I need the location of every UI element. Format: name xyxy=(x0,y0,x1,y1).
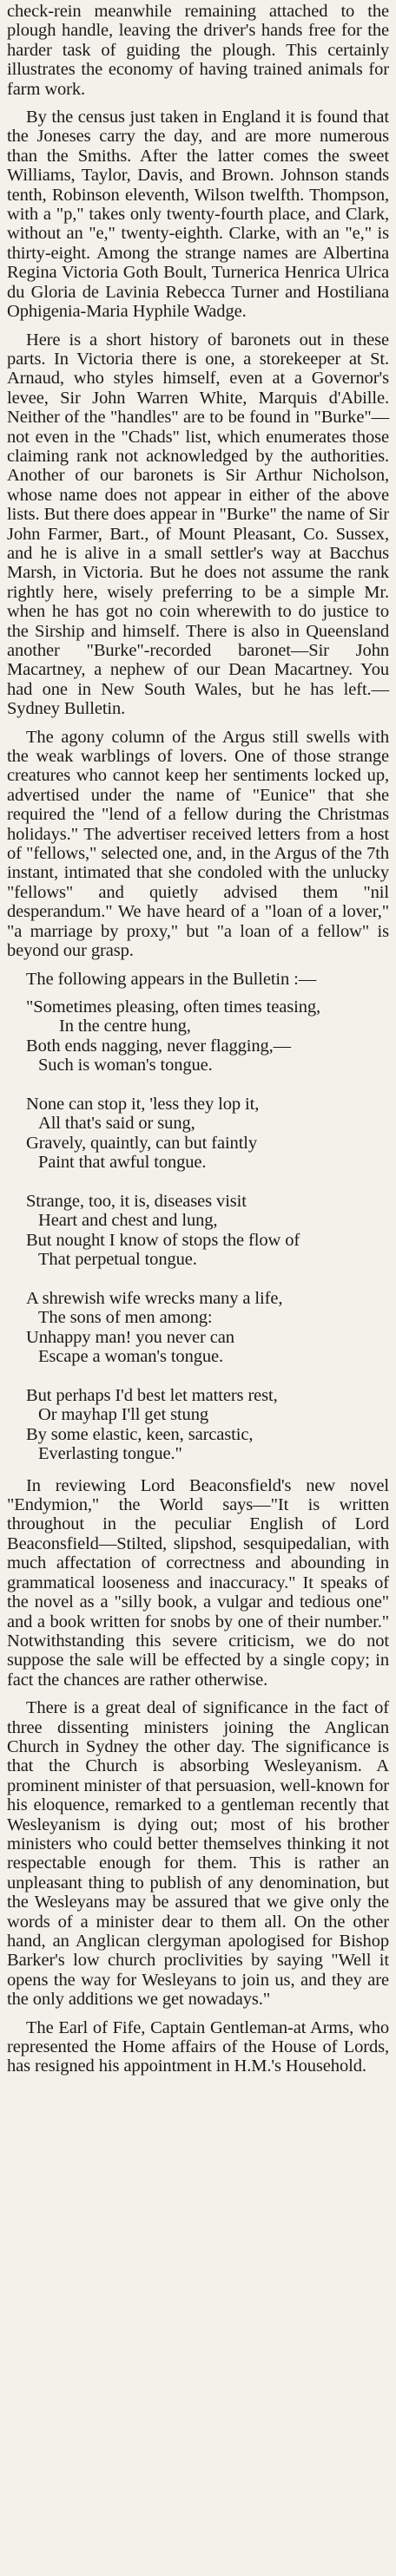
paragraph-endymion-review: In reviewing Lord Beaconsfield's new novel "Endymion," the World says—"It is written throughout in the peculiar English of Lord Beaconsfield—Stilted, slipshod, sesquipedalian, with much affectation of correctness and abounding in grammatical looseness and inaccuracy." It speaks of the novel as a "silly book, a vulgar and tedious one" and a book written for snobs by one of their number." Notwithstanding this severe criticism, we do not suppose the sale will be effected by a single copy; in fact the chances are rather otherwise. xyxy=(7,1475,389,1690)
poem-line: A shrewish wife wrecks many a life, xyxy=(26,1289,283,1308)
poem-line: But perhaps I'd best let matters rest, xyxy=(26,1386,278,1406)
paragraph-census: By the census just taken in England it is found that the Joneses carry the day, and are more numerous than the Smiths. After the latter comes the sweet Williams, Taylor, Davis, and Brown. Johnson stands tenth, Robinson eleventh, Wilson twelfth. Thompson, with a "p," takes only twenty-fourth place, and Clark, without an "e," twenty-eighth. Clarke, with an "e," is thirty-eight. Among the strange names are Albertina Regina Victoria Goth Boult, Turnerica Henrica Ulrica du Gloria de Lavinia Rebecca Turner and Hostiliana Ophigenia-Maria Hyphile Wadge. xyxy=(7,108,389,322)
poem-line: In the centre hung, xyxy=(59,1017,191,1036)
poem-line: Or mayhap I'll get stung xyxy=(38,1405,209,1425)
poem-line: The sons of men among: xyxy=(38,1308,213,1328)
poem-line: Both ends nagging, never flagging,— xyxy=(26,1036,292,1056)
paragraph-wesleyanism: There is a great deal of significance in the fact of three dissenting ministers joining the Anglican Church in Sydney the other day. The significance is that the Church is absorbing Wesleyanism. A prominent minister of that persuasion, well-known for his eloquence, remarked to a gentleman recently that Wesleyanism is dying out; most of his brother ministers who could better themselves thinking it not respectable enough for them. This is rather an unpleasant thing to publish of any denomination, but the Wesleyans may be assured that we give only the words of a minister dear to them all. On the other hand, an Anglican clergyman apologised for Bishop Barker's low church proclivities by saying "Well it opens the way for Wesleyans to join us, and they are the only additions we get nowadays." xyxy=(7,1698,389,2010)
poem-line: All that's said or sung, xyxy=(38,1114,195,1134)
poem-line: Escape a woman's tongue. xyxy=(38,1347,224,1367)
poem-line: Strange, too, it is, diseases visit xyxy=(26,1191,247,1211)
paragraph-ploughing: check-rein meanwhile remaining attached to the plough handle, leaving the driver's hands free for the harder task of guiding the plough. This certainly illustrates the economy of having trained animals for farm work. xyxy=(7,2,389,99)
poem-line: Such is woman's tongue. xyxy=(38,1056,213,1076)
poem-line: Everlasting tongue." xyxy=(38,1444,182,1464)
poem-line: Unhappy man! you never can xyxy=(26,1327,234,1347)
paragraph-baronets: Here is a short history of baronets out in these parts. In Victoria there is one, a storekeeper at St. Arnaud, who styles himself, even at a Governor's levee, Sir John Warren White, Marquis d'Abille. Neither of the "handles" are to be found in "Burke"—not even in the "Chads" list, which enumerates those claiming rank not acknowledged by the authorities. Another of our baronets is Sir Arthur Nicholson, whose name does not appear in either of the above lists. But there does appear in "Burke" the name of Sir John Farmer, Bart., of Mount Pleasant, Co. Sussex, and he is alive in a small settler's way at Bacchus Marsh, in Victoria. But he does not assume the rank rightly here, wisely preferring to be a simple Mr. when he has got no coin wherewith to do justice to the Sirship and himself. There is also in Queensland another "Burke"-recorded baronet—Sir John Macartney, a nephew of our Dean Macartney. You had one in New South Wales, but he has left.—Sydney Bulletin. xyxy=(7,330,389,719)
poem-womans-tongue xyxy=(7,997,389,1464)
poem-line: Paint that awful tongue. xyxy=(38,1153,207,1173)
poem-line: None can stop it, 'less they lop it, xyxy=(26,1094,260,1114)
paragraph-earl-of-fife: The Earl of Fife, Captain Gentleman-at Arms, who represented the Home affairs of the House of Lords, has resigned his appointment in H.M.'s Household. xyxy=(7,2017,389,2076)
poem-line: "Sometimes pleasing, often times teasing, xyxy=(26,997,321,1017)
poem-line: Heart and chest and lung, xyxy=(38,1211,218,1231)
poem-line: By some elastic, keen, sarcastic, xyxy=(26,1424,254,1444)
poem-line: That perpetual tongue. xyxy=(38,1250,197,1270)
paragraph-agony-column: The agony column of the Argus still swells with the weak warblings of lovers. One of those strange creatures who cannot keep her sentiments locked up, advertised under the name of "Eunice" that she required the "lend of a fellow during the Christmas holidays." The advertiser received letters from a host of "fellows," selected one, and, in the Argus of the 7th instant, intimated that she condoled with the unlucky "fellows" and quietly advised them "nil desperandum." We have heard of a "loan of a lover," "a marriage by proxy," but "a loan of a fellow" is beyond our grasp. xyxy=(7,727,389,961)
poem-line: Gravely, quaintly, can but faintly xyxy=(26,1133,258,1153)
poem-line: But nought I know of stops the flow of xyxy=(26,1230,300,1250)
paragraph-bulletin-intro: The following appears in the Bulletin :— xyxy=(26,969,317,989)
